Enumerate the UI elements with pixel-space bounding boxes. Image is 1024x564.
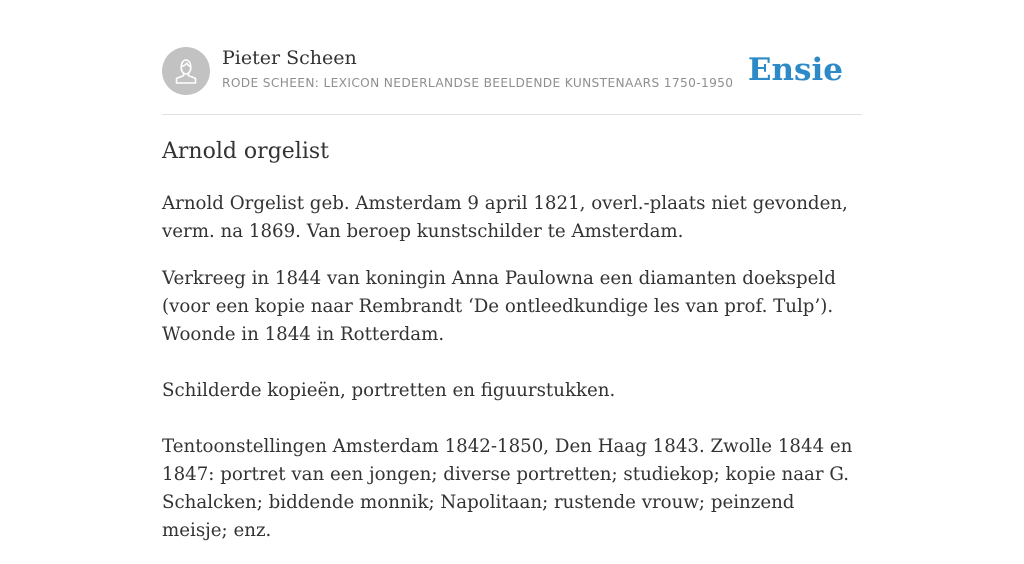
article-body [162,190,862,564]
paragraph-intro: Arnold Orgelist geb. Amsterdam 9 april 1821, overl.-plaats niet gevonden, verm. na 1869. Van beroep kunstschilder te Amsterdam. [162,193,848,242]
article-header [162,46,862,115]
author-avatar[interactable] [162,47,210,95]
paragraph-exhibitions: Tentoonstellingen Amsterdam 1842-1850, Den Haag 1843. Zwolle 1844 en 1847: portret van een jongen; diverse portretten; studiekop; kopie naar G. Schalcken; biddende monnik; Napolitaan; rustende vrouw; peinzend meisje; enz. [162,436,853,541]
user-silhouette-icon [162,47,210,95]
paragraph-works: Schilderde kopieën, portretten en figuurstukken. [162,380,616,401]
article-title: Arnold orgelist [162,139,329,164]
brand-logo[interactable]: Ensie [747,52,843,88]
author-name[interactable]: Pieter Scheen [222,47,357,69]
paragraph-award: Verkreeg in 1844 van koningin Anna Paulowna een diamanten doekspeld (voor een kopie naar Rembrandt ‘De ontleedkundige les van prof. Tulp’). Woonde in 1844 in Rotterdam. [162,268,836,345]
source-label[interactable]: RODE SCHEEN: LEXICON NEDERLANDSE BEELDENDE KUNSTENAARS 1750-1950 [222,76,734,90]
